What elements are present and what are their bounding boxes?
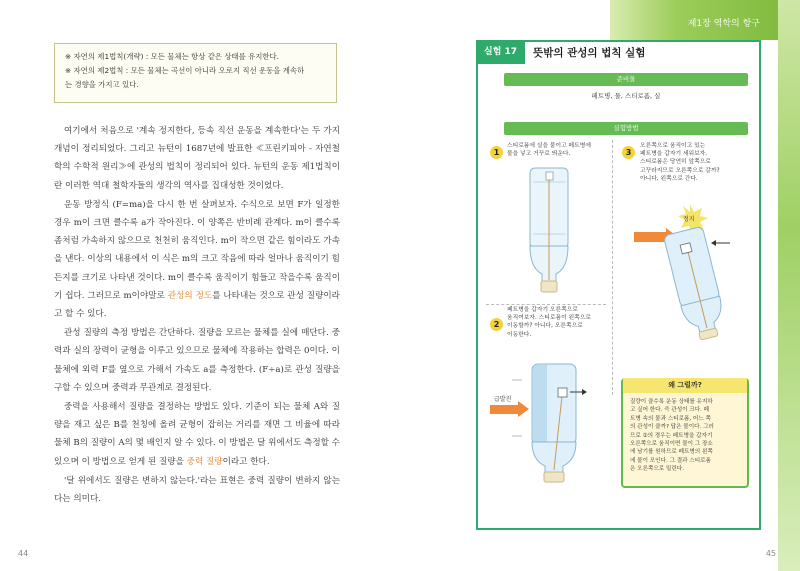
row-divider	[486, 304, 606, 305]
paragraph: 관성 질량의 측정 방법은 간단하다. 질량을 모르는 물체를 실에 매단다. 중력과 실의 장력이 균형을 이루고 있으므로 물체에 작용하는 합력은 0이다. 이 물체에 외력 F를 옆으로 가해서 가속도 a를 측정한다. (F÷a)로 관성 질량을 구할 수 있으며 중력과 무관계로 결정된다.	[54, 328, 340, 393]
page-number-right: 45	[765, 549, 776, 558]
experiment-title: 뜻밖의 관성의 법칙 실험	[533, 46, 646, 59]
step-text-2: 페트병을 갑자기 오른쪽으로 움직여보자. 스티로폼이 왼쪽으로 이동할까? 아니다, 오른쪽으로 이동한다.	[507, 307, 591, 338]
stop-label: 정지	[683, 216, 695, 223]
bottle-illustration-2	[482, 356, 607, 486]
note-line: ※ 자연의 제1법칙(개략) : 모든 물체는 항상 같은 상태를 유지한다.	[65, 52, 279, 61]
step-number-1: 1	[490, 146, 503, 159]
column-divider	[612, 140, 613, 395]
chapter-title: 제1장 역학의 항구	[687, 19, 760, 29]
note-line: ※ 자연의 제2법칙 : 모든 물체는 곡선이 아니라 오로지 직선 운동을 계속하	[65, 66, 305, 75]
why-explanation: 질량이 클수록 운동 상태를 유지하 고 싶어 한다. 즉 관성이 크다. 페 트병 속의 물과 스티로폼, 어느 쪽 의 관성이 클까? 답은 물이다. 그러 므로 ②의 경우는 페트병을 갑자기 오른쪽으로 움직이면 물이 그 장소 에 남기를 원하므로 페트병의 왼쪽 에 물이 모인다. 그 결과 스티로폼 은 오른쪽으로 밀린다.	[630, 399, 714, 473]
page-number-left: 44	[18, 549, 29, 558]
page-edge-decoration	[778, 0, 800, 571]
experiment-header	[476, 40, 645, 64]
paragraph: '달 위에서도 질량은 변하지 않는다.'라는 표현은 중력 질량이 변하지 않는다는 의미다.	[54, 475, 340, 505]
materials-list: 페트병, 물, 스티로폼, 실	[591, 92, 661, 100]
step-text-3: 오른쪽으로 움직이고 있는 페트병을 갑자기 세워보자. 스티로폼은 당연히 앞쪽으로 고꾸라지므로 오른쪽으로 갈까? 아니다, 왼쪽으로 간다.	[640, 143, 720, 182]
sudden-start-label: 급발진	[494, 396, 512, 403]
experiment-tag: 실험 17	[476, 40, 525, 64]
paragraph: 여기에서 처음으로 '계속 정지한다, 등속 직선 운동을 계속한다'는 두 가지 개념이 정리되었다. 그리고 뉴턴이 1687년에 발표한 ≪프린키피아 - 자연철학의 수학적 원리≫에 관성의 법칙이 정리되어 있다. 뉴턴의 운동 제1법칙이란 이러한 역대 철학자들의 생각의 역사를 집대성한 것이었다.	[54, 126, 340, 191]
materials-label: 준비물	[504, 73, 748, 86]
highlight-term: 중력 질량	[186, 456, 223, 467]
why-title: 왜 그럴까?	[623, 378, 747, 393]
note-box	[54, 43, 337, 103]
step-number-3: 3	[622, 146, 635, 159]
why-box	[621, 378, 749, 488]
body-text	[54, 122, 340, 509]
step-text-1: 스티로폼에 실을 붙이고 페트병에 물을 넣고 거꾸로 띄운다.	[507, 143, 591, 158]
note-line: 는 경향을 가지고 있다.	[65, 80, 139, 89]
step-number-2: 2	[490, 318, 503, 331]
method-label: 실험방법	[504, 122, 748, 135]
bottle-illustration-1	[528, 168, 570, 293]
bottle-illustration-3	[620, 198, 750, 338]
paragraph: 중력을 사용해서 질량을 결정하는 방법도 있다. 기준이 되는 물체 A와 질량을 재고 싶은 B를 천칭에 올려 균형이 잡히는 거리를 재면 그 비율에 따라 물체 B의 질량이 A의 몇 배인지 알 수 있다. 이 방법은 달 위에서도 측정할 수 있으며 이 방법으로 얻게 된 질량을 중력 질량이라고 한다.	[54, 402, 340, 467]
paragraph: 운동 방정식 (F=ma)을 다시 한 번 살펴보자. 수식으로 보면 F가 일정한 경우 m이 크면 클수록 a가 작아진다. 이 양쪽은 반비례 관계다. m이 클수록 좀처럼 가속하지 않으므로 천천히 움직인다. m이 작으면 같은 힘이라도 가속을 낸다. 이상의 내용에서 이 식은 m의 크고 작음에 따라 얼마나 움직이기 힘든지를 크기로 나타낸 것이다. m이 클수록 움직이기 힘들고 작을수록 움직이기 쉽다. 그러므로 m이야말로 관성의 정도를 나타내는 것으로 관성 질량이라고 할 수 있다.	[54, 199, 340, 320]
highlight-term: 관성의 정도	[167, 290, 213, 301]
